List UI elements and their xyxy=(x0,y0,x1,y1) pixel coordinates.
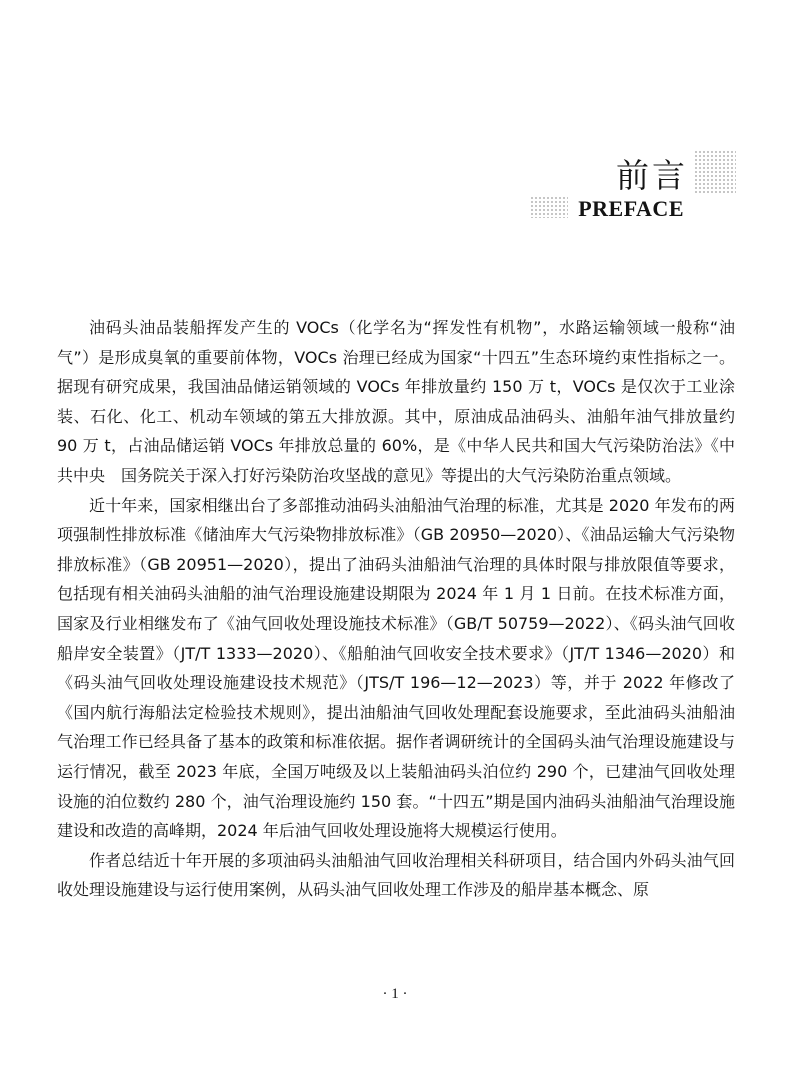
paragraph: 油码头油品装船挥发产生的 VOCs（化学名为“挥发性有机物”，水路运输领域一般称“油气”）是形成臭氧的重要前体物，VOCs 治理已经成为国家“十四五”生态环境约束性指标之一。据现有研究成果，我国油品储运销领域的 VOCs 年排放量约 150 万 t，VOCs 是仅次于工业涂装、石化、化工、机动车领域的第五大排放源。其中，原油成品油码头、油船年油气排放量约 90 万 t，占油品储运销 VOCs 年排放总量的 60%，是《中华人民共和国大气污染防治法》《中共中央 国务院关于深入打好污染防治攻坚战的意见》等提出的大气污染防治重点领域。 xyxy=(57,318,735,485)
paragraph: 近十年来，国家相继出台了多部推动油码头油船油气治理的标准，尤其是 2020 年发布的两项强制性排放标准《储油库大气污染物排放标准》（GB 20950—2020）、《油品运输大气污染物排放标准》（GB 20951—2020），提出了油码头油船油气治理的具体时限与排放限值等要求，包括现有相关油码头油船的油气治理设施建设期限为 2024 年 1 月 1 日前。在技术标准方面，国家及行业相继发布了《油气回收处理设施技术标准》（GB/T 50759—2022）、《码头油气回收船岸安全装置》（JT/T 1333—2020）、《船舶油气回收安全技术要求》（JT/T 1346—2020）和《码头油气回收处理设施建设技术规范》（JTS/T 196—12—2023）等，并于 2022 年修改了《国内航行海船法定检验技术规则》，提出油船油气回收处理配套设施要求，至此油码头油船油气治理工作已经具备了基本的政策和标准依据。据作者调研统计的全国码头油气治理设施建设与运行情况，截至 2023 年底，全国万吨级及以上装船油码头泊位约 290 个，已建油气回收处理设施的泊位数约 280 个，油气治理设施约 150 套。“十四五”期是国内油码头油船油气治理设施建设和改造的高峰期，2024 年后油气回收处理设施将大规模运行使用。 xyxy=(57,495,735,841)
page-number: · 1 · xyxy=(382,986,408,1002)
chapter-title: 前言 xyxy=(616,156,688,195)
chapter-header xyxy=(0,0,790,240)
decorative-dot-pattern xyxy=(530,196,568,218)
paragraph: 作者总结近十年开展的多项油码头油船油气回收治理相关科研项目，结合国内外码头油气回收处理设施建设与运行使用案例，从码头油气回收处理工作涉及的船岸基本概念、原 xyxy=(57,850,735,900)
body-text xyxy=(57,313,735,905)
decorative-dot-pattern xyxy=(694,150,736,194)
chapter-subtitle: PREFACE xyxy=(578,196,684,221)
